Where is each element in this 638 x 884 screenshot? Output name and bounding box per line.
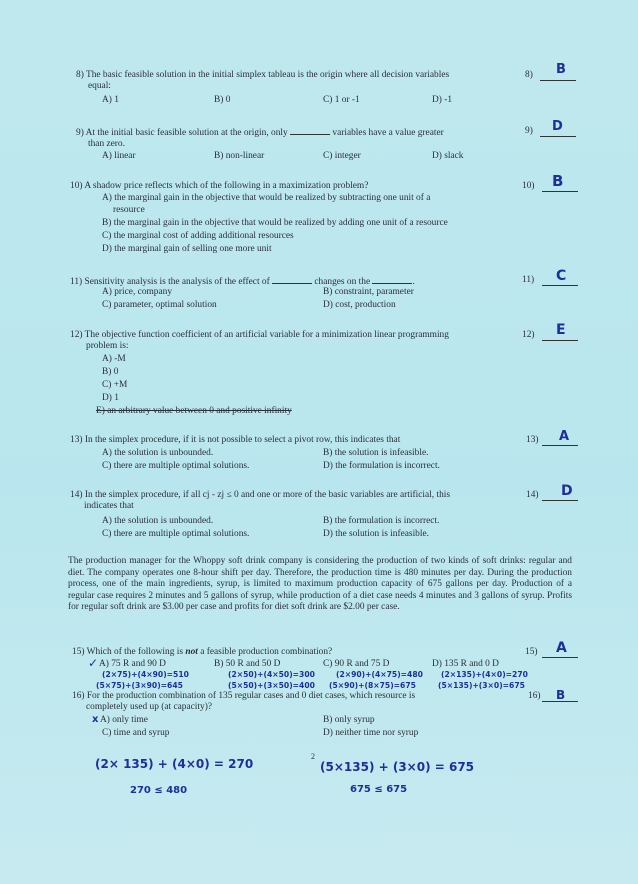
- handwritten-equation: 270 ≤ 480: [130, 785, 188, 796]
- option-c: C) 90 R and 75 D: [323, 659, 390, 669]
- question-stem-cont: than zero.: [88, 139, 125, 150]
- fill-blank: [290, 126, 330, 135]
- option-a: A) 75 R and 90 D: [99, 659, 166, 669]
- work-calc: (5×135)+(3×0)=675: [438, 681, 525, 690]
- handwritten-answer: B: [552, 172, 564, 190]
- question-stem: 8) The basic feasible solution in the initial simplex tableau is the origin where all decision variables: [76, 70, 450, 80]
- option-b: B) 50 R and 50 D: [214, 659, 281, 669]
- handwritten-answer: D: [561, 483, 573, 499]
- option-c: C) 1 or -1: [323, 95, 360, 105]
- option-c: C) time and syrup: [102, 728, 170, 738]
- handwritten-answer: E: [556, 322, 566, 338]
- handwritten-answer: C: [556, 268, 567, 284]
- question-stem-cont: completely used up (at capacity)?: [86, 702, 212, 713]
- question-14: [70, 490, 450, 513]
- question-stem-cont: problem is:: [86, 341, 129, 352]
- handwritten-answer: D: [552, 119, 563, 134]
- handwritten-equation: (5×135) + (3×0) = 675: [320, 760, 475, 774]
- option-b: B) the formulation is incorrect.: [323, 516, 440, 526]
- option-d: D) the formulation is incorrect.: [323, 461, 440, 471]
- handwritten-equation: (2× 135) + (4×0) = 270: [95, 757, 254, 771]
- question-8: [76, 70, 449, 93]
- question-15: [72, 647, 332, 658]
- option-c: C) parameter, optimal solution: [102, 300, 217, 310]
- fill-blank: [372, 275, 412, 284]
- question-stem: 16) For the production combination of 135 regular cases and 0 diet cases, which resource is: [72, 691, 416, 701]
- x-mark-icon: x: [92, 714, 99, 725]
- question-stem-b: variables have a value greater: [332, 128, 444, 138]
- option-c: C) there are multiple optimal solutions.: [102, 529, 250, 539]
- question-16: [72, 691, 415, 714]
- work-calc: (2×135)+(4×0)=270: [441, 670, 528, 679]
- option-a: A) -M: [102, 354, 126, 364]
- option-e: E) an arbitrary value between 0 and positive infinity: [96, 406, 292, 416]
- question-9: [76, 126, 444, 151]
- option-a-cont: resource: [113, 205, 145, 215]
- answer-number: 10): [522, 181, 535, 191]
- emphasis-not: not: [185, 647, 198, 657]
- question-stem-b: changes on the: [314, 277, 371, 287]
- question-12: [70, 330, 449, 353]
- question-stem: 13) In the simplex procedure, if it is not possible to select a pivot row, this indicates that: [70, 435, 401, 445]
- option-b: B) non-linear: [214, 151, 265, 161]
- option-d: D) slack: [432, 151, 464, 161]
- answer-blank: [542, 500, 578, 501]
- option-c: C) integer: [323, 151, 361, 161]
- work-calc: (2×50)+(4×50)=300: [228, 670, 315, 679]
- question-10: [70, 181, 368, 192]
- question-stem: 9) At the initial basic feasible solution at the origin, only: [76, 128, 288, 138]
- answer-number: 8): [525, 70, 533, 80]
- question-stem: 14) In the simplex procedure, if all cj - zj ≤ 0 and one or more of the basic variables are artificial, this: [70, 490, 451, 500]
- answer-blank: [540, 136, 576, 137]
- option-b: B) 0: [214, 95, 231, 105]
- option-d: D) the marginal gain of selling one more unit: [102, 244, 272, 254]
- page-number: 2: [311, 752, 315, 761]
- question-stem: 12) The objective function coefficient of an artificial variable for a minimization linear programming: [70, 330, 449, 340]
- question-stem: 11) Sensitivity analysis is the analysis of the effect of: [70, 277, 270, 287]
- scenario-paragraph: The production manager for the Whoppy soft drink company is considering the production of two kinds of soft drinks: regular and diet. The company operates one 8-hour shift per day. Therefore, the production time is 480 minutes per day. During the production process, one of the main ingredients, syrup, is limited to maximum production capacity of 675 gallons per day. Production of a regular case requires 2 minutes and 5 gallons of syrup, while production of a diet case needs 4 minutes and 3 gallons of syrup. Profits for regular soft drink are $3.00 per case and profits for diet soft drink are $2.00 per case.: [68, 556, 572, 613]
- option-d: D) -1: [432, 95, 453, 105]
- work-calc: (5×90)+(8×75)=675: [329, 681, 416, 690]
- answer-number: 13): [526, 435, 539, 445]
- option-b: B) the marginal gain in the objective that would be realized by adding one unit of a resource: [102, 218, 448, 228]
- answer-blank: [542, 191, 578, 192]
- option-d: D) cost, production: [323, 300, 396, 310]
- work-calc: (5×75)+(3×90)=645: [96, 681, 183, 690]
- option-b: B) the solution is infeasible.: [323, 448, 429, 458]
- answer-number: 12): [522, 330, 535, 340]
- handwritten-answer: A: [559, 429, 570, 444]
- answer-number: 14): [526, 490, 539, 500]
- answer-number: 15): [525, 647, 538, 657]
- option-a: A) the solution is unbounded.: [102, 516, 214, 526]
- option-d: D) the solution is infeasible.: [323, 529, 429, 539]
- handwritten-answer: A: [556, 640, 567, 656]
- answer-number: 9): [525, 126, 533, 136]
- fill-blank: [272, 275, 312, 284]
- work-calc: (5×50)+(3×50)=400: [228, 681, 315, 690]
- question-stem-cont: indicates that: [84, 501, 134, 512]
- work-calc: (2×90)+(4×75)=480: [336, 670, 423, 679]
- answer-blank: [540, 80, 576, 81]
- answer-blank: [542, 445, 578, 446]
- option-a: A) 1: [102, 95, 119, 105]
- option-a: A) linear: [102, 151, 136, 161]
- option-c: C) the marginal cost of adding additional resources: [102, 231, 294, 241]
- option-a: A) price, company: [102, 287, 173, 297]
- option-c: C) there are multiple optimal solutions.: [102, 461, 250, 471]
- question-stem-b: a feasible production combination?: [200, 647, 333, 657]
- answer-blank: [542, 657, 578, 658]
- answer-number: 11): [522, 275, 535, 285]
- question-stem-cont: equal:: [88, 81, 111, 92]
- option-a: A) the solution is unbounded.: [102, 448, 214, 458]
- option-a: A) the marginal gain in the objective that would be realized by subtracting one unit of a: [102, 193, 431, 203]
- check-mark-icon: ✓: [88, 656, 99, 670]
- option-c: C) +M: [102, 380, 128, 390]
- option-b: B) 0: [102, 367, 119, 377]
- question-13: [70, 435, 400, 446]
- handwritten-answer: B: [556, 688, 566, 702]
- answer-number: 16): [528, 691, 541, 701]
- question-stem-c: .: [412, 277, 415, 287]
- option-d: D) 1: [102, 393, 119, 403]
- option-d: D) neither time nor syrup: [323, 728, 419, 738]
- option-b: B) only syrup: [323, 715, 375, 725]
- handwritten-answer: B: [556, 62, 566, 77]
- handwritten-equation: 675 ≤ 675: [350, 784, 408, 795]
- answer-blank: [542, 340, 578, 341]
- option-d: D) 135 R and 0 D: [432, 659, 499, 669]
- question-stem: 15) Which of the following is: [72, 647, 184, 657]
- question-stem: 10) A shadow price reflects which of the following in a maximization problem?: [70, 181, 369, 191]
- option-b: B) constraint, parameter: [323, 287, 414, 297]
- option-a: A) only time: [100, 715, 148, 725]
- work-calc: (2×75)+(4×90)=510: [102, 670, 189, 679]
- answer-blank: [542, 285, 578, 286]
